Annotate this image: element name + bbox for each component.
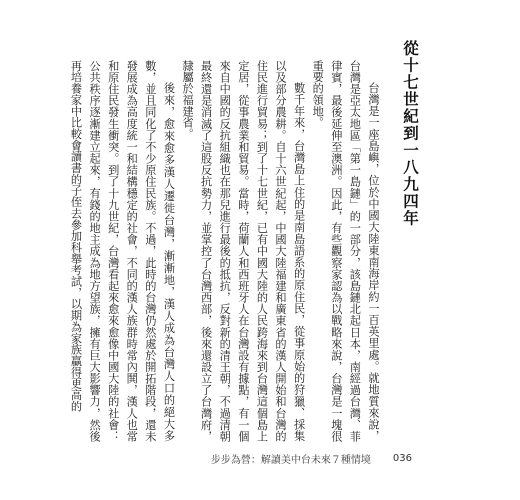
- footer-book-title: 步步為營：解讀美中台未來７種情境: [210, 455, 371, 466]
- paragraph-1: 台灣是一座島嶼，位於中國大陸東南海岸約一百英里處。就地質來說，台灣是亞太地區「第一島鏈」的一部分，該島鏈北起日本，南經過台灣、菲律賓，最後延伸至澳洲。因此，有些觀察家認為以戰略來說，台灣是一塊很重要的領地。: [311, 60, 380, 442]
- page-number: 036: [392, 453, 412, 464]
- body-text: [66, 60, 382, 442]
- paragraph-3: 後來，愈來愈多漢人遷徙台灣，漸漸地，漢人成為台灣人口的絕大多數，並且同化了不少原住民族。不過，此時的台灣仍然處於開拓階段，還未發展成為高度統一和結構穩定的社會，不同的漢人族群時常內鬨，漢人也常和原住民發生衝突。到了十九世紀，台灣看起來愈來愈像中國大陸的社會：公共秩序逐漸建立起來，有錢的地主成為地方望族，擁有巨大影響力，然後再培養家中比較會讀書的子侄去參加科舉考試，以期為家族贏得更高的: [69, 60, 176, 442]
- page-footer: [0, 451, 520, 466]
- section-heading: 從十七世紀到一八九四年: [401, 40, 420, 227]
- paragraph-2: 數千年來，台灣島上住的是南島語系的原住民，從事原始的狩獵、採集以及部分農耕。自十六世紀起，中國大陸福建和廣東省的漢人開始和台灣的住民進行貿易；到了十七世紀，已有中國大陸的人民跨海來到台灣這個島上定居，從事農業和貿易。當時，荷蘭人和西班牙人在台灣設有據點，有一個來自中國的反抗組織也在那兒進行最後的抵抗，反對新的清王朝，不過清朝最終還是消滅了這股反抗勢力，並掌控了台灣西部，後來還設立了台灣府，隸屬於福建省。: [181, 60, 306, 442]
